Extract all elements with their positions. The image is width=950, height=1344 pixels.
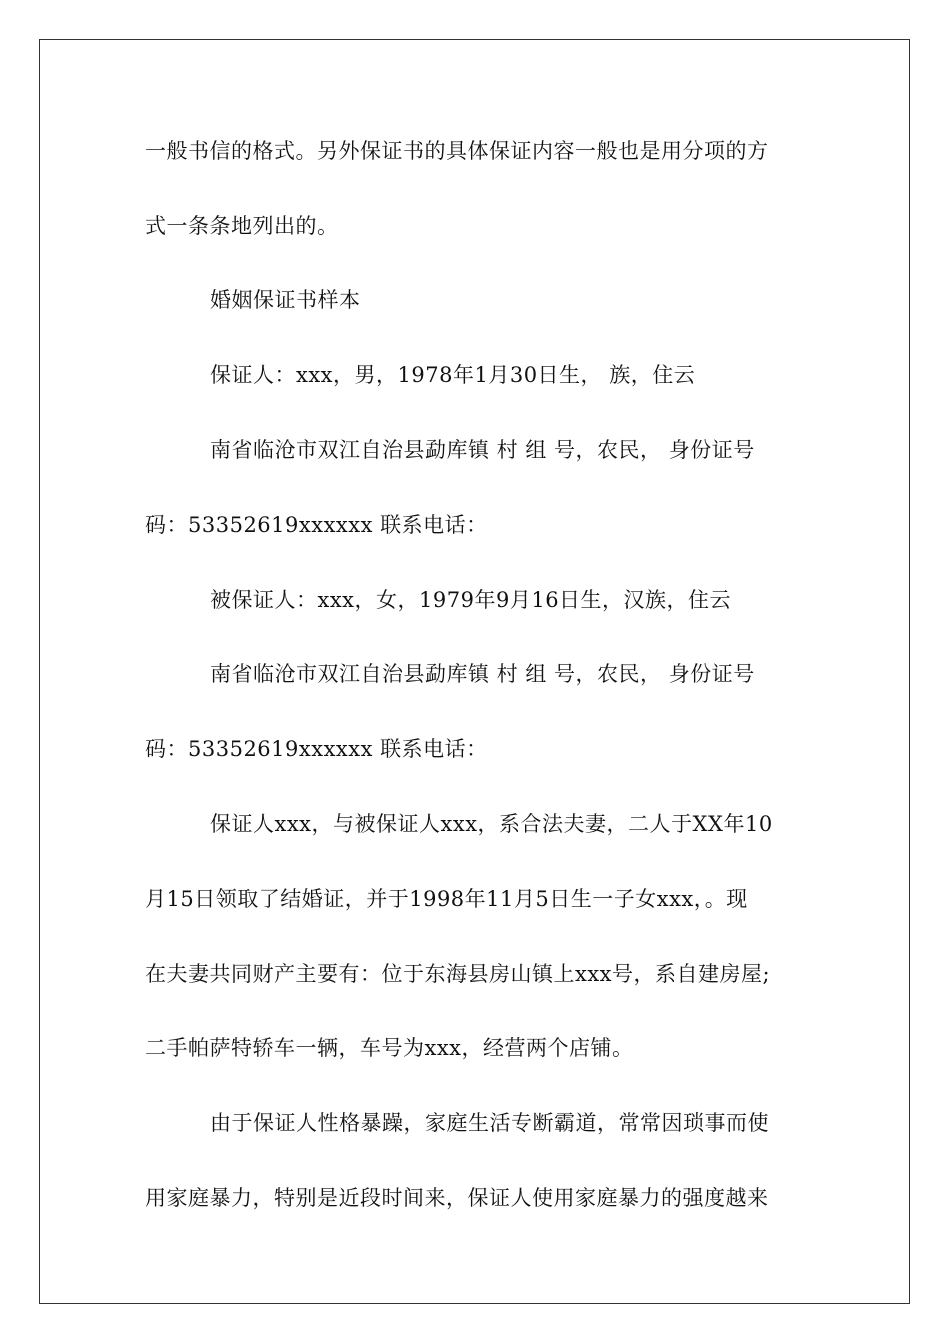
section-heading: 婚姻保证书样本 <box>210 288 361 312</box>
text-line-11: 月15日领取了结婚证，并于1998年11月5日生一子女xxx，。现 <box>145 887 748 911</box>
text-line-4: 保证人：xxx，男，1978年1月30日生， 族，住云 <box>210 363 696 387</box>
text-line-10: 保证人xxx，与被保证人xxx，系合法夫妻，二人于XX年10 <box>210 812 773 836</box>
text-line-15: 用家庭暴力，特别是近段时间来，保证人使用家庭暴力的强度越来 <box>145 1186 769 1210</box>
text-line-12: 在夫妻共同财产主要有：位于东海县房山镇上xxx号，系自建房屋; <box>145 962 771 986</box>
text-line-1: 一般书信的格式。另外保证书的具体保证内容一般也是用分项的方 <box>145 139 769 163</box>
text-line-2: 式一条条地列出的。 <box>145 214 339 238</box>
text-line-13: 二手帕萨特轿车一辆，车号为xxx，经营两个店铺。 <box>145 1036 634 1060</box>
text-line-5: 南省临沧市双江自治县勐库镇 村 组 号，农民， 身份证号 <box>210 438 755 462</box>
text-line-8: 南省临沧市双江自治县勐库镇 村 组 号，农民， 身份证号 <box>210 662 755 686</box>
text-line-9: 码：53352619xxxxxx 联系电话： <box>145 737 488 761</box>
text-line-14: 由于保证人性格暴躁，家庭生活专断霸道，常常因琐事而使 <box>210 1111 769 1135</box>
text-line-6: 码：53352619xxxxxx 联系电话： <box>145 513 488 537</box>
text-line-7: 被保证人：xxx，女，1979年9月16日生，汉族，住云 <box>210 588 732 612</box>
